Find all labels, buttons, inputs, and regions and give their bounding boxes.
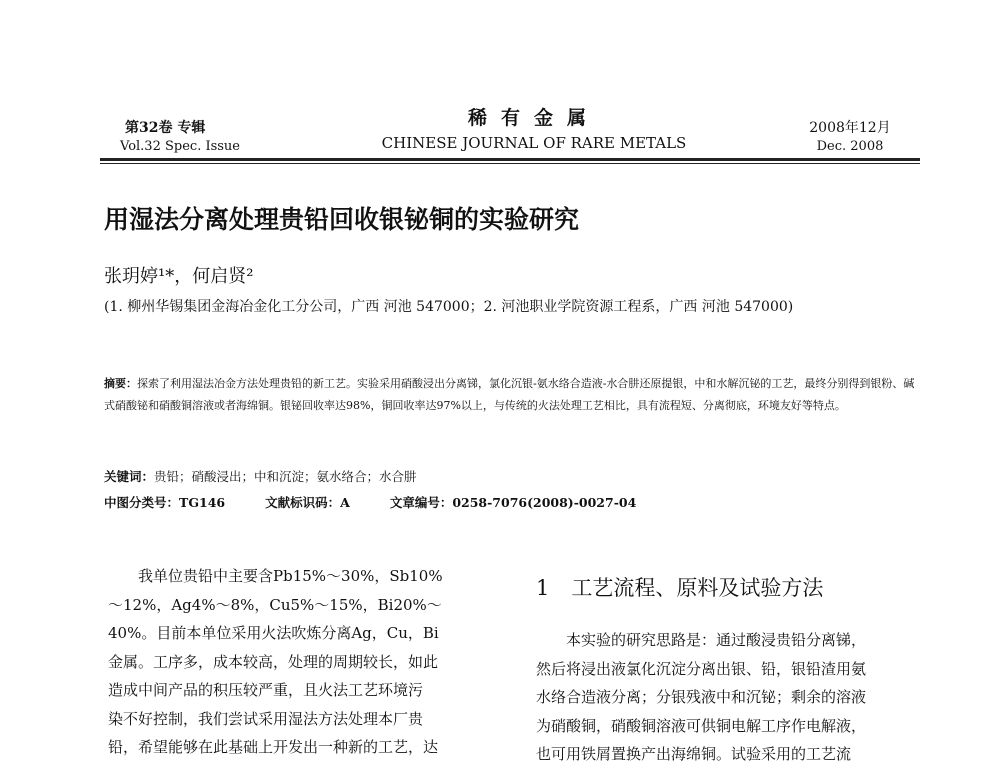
classification-line — [104, 493, 676, 511]
body-line: 为硝酸铜，硝酸铜溶液可供铜电解工序作电解液， — [536, 716, 867, 735]
authors: 张玥婷¹*，何启贤² — [104, 266, 254, 287]
journal-name-cn: 稀有金属 — [467, 107, 600, 129]
section-title: 工艺流程、原料及试验方法 — [571, 576, 824, 600]
header-rule-thin — [100, 163, 920, 164]
header-rule-thick — [100, 158, 920, 161]
affiliation: (1. 柳州华锡集团金海冶金化工分公司，广西 河池 547000；2. 河池职业学院资源工程系，广西 河池 547000) — [104, 299, 794, 315]
body-line: ～12%，Ag4%～8%，Cu5%～15%，Bi20%～ — [108, 595, 442, 614]
left-column-body — [108, 562, 500, 762]
volume-issue-cn: 第32卷 专辑 — [125, 120, 206, 136]
body-line: 水络合造液分离；分银残液中和沉铋；剩余的溶液 — [536, 688, 867, 706]
issue-date-en: Dec. 2008 — [816, 139, 884, 154]
abstract-label: 摘要： — [104, 377, 137, 390]
body-line: 本实验的研究思路是：通过酸浸贵铅分离锑， — [536, 631, 867, 649]
body-line: 我单位贵铅中主要含Pb15%～30%，Sb10% — [108, 567, 443, 585]
keywords-label: 关键词： — [104, 469, 155, 484]
body-line: 染不好控制，我们尝试采用湿法方法处理本厂贵 — [108, 709, 424, 728]
abstract-text: 探索了利用湿法冶金方法处理贵铅的新工艺。实验采用硝酸浸出分离锑，氯化沉银-氨水络合造液-水合肼还原提银，中和水解沉铋的工艺，最终分别得到银粉、碱式硝酸铋和硝酸铜溶液或者海绵铜。银铋回收率达98%，铜回收率达97%以上，与传统的火法处理工艺相比，具有流程短、分离彻底，环境友好等特点。 — [104, 377, 915, 412]
section-number: 1 — [536, 576, 550, 600]
volume-issue-en: Vol.32 Spec. Issue — [120, 139, 240, 154]
issue-date-cn: 2008年12月 — [809, 120, 891, 136]
body-line: 金属。工序多，成本较高，处理的周期较长，如此 — [108, 652, 439, 671]
body-line: 40%。目前本单位采用火法吹炼分离Ag，Cu，Bi — [108, 624, 439, 642]
doc-code-value: A — [340, 495, 350, 510]
cls-label: 中图分类号： — [104, 495, 180, 510]
doc-code-label: 文献标识码： — [265, 495, 341, 510]
journal-name-en: CHINESE JOURNAL OF RARE METALS — [381, 134, 687, 152]
body-line: 也可用铁屑置换产出海绵铜。试验采用的工艺流 — [536, 745, 852, 763]
body-line: 然后将浸出液氯化沉淀分离出银、铅，银铅渣用氨 — [536, 659, 867, 678]
abstract — [104, 373, 920, 417]
body-line: 造成中间产品的积压较严重，且火法工艺环境污 — [108, 681, 424, 699]
section-1-heading — [536, 572, 823, 602]
keywords — [104, 467, 417, 485]
right-column-body — [536, 626, 926, 769]
cls-value: TG146 — [179, 495, 226, 510]
body-line: 铅，希望能够在此基础上开发出一种新的工艺，达 — [108, 738, 439, 756]
article-no-label: 文章编号： — [389, 495, 453, 510]
article-title: 用湿法分离处理贵铅回收银铋铜的实验研究 — [104, 205, 580, 234]
article-no-value: 0258-7076(2008)-0027-04 — [452, 495, 637, 510]
keywords-text: 贵铅；硝酸浸出；中和沉淀；氨水络合；水合肼 — [154, 469, 417, 484]
